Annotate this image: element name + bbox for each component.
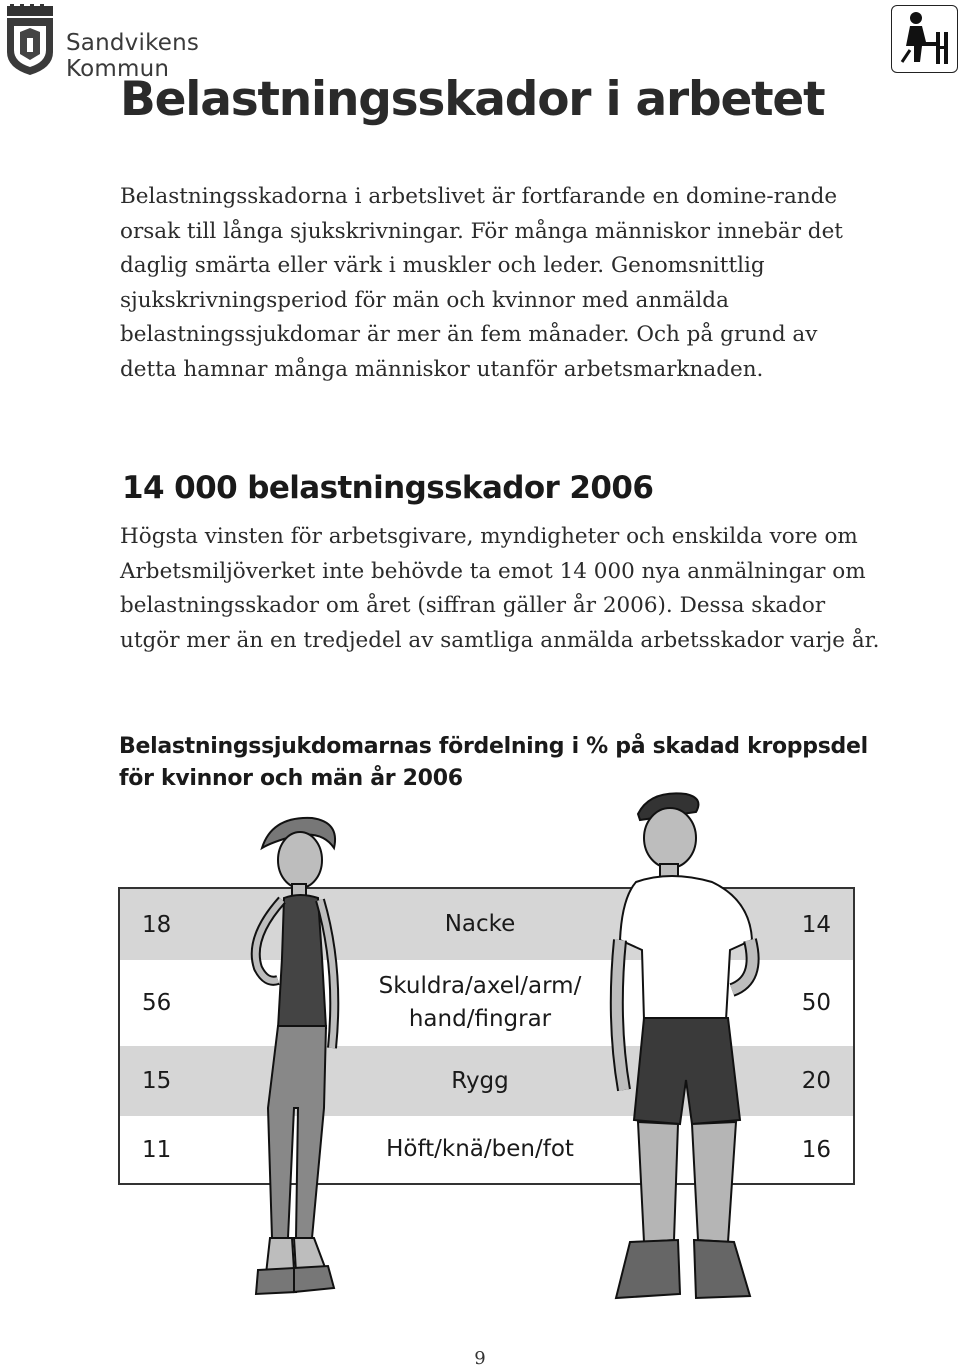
header-logo <box>4 4 304 82</box>
women-value: 18 <box>142 911 172 938</box>
body-part-label: Nacke <box>444 911 516 937</box>
men-value: 14 <box>801 911 831 938</box>
page-title: Belastningsskador i arbetet <box>120 72 825 127</box>
women-value: 15 <box>142 1068 172 1094</box>
women-value: 56 <box>142 990 172 1016</box>
body-part-label: Höft/knä/ben/fot <box>386 1136 574 1162</box>
chart-caption: Belastningssjukdomarnas fördelning i % på skadad kroppsdel för kvinnor och män år 2006 <box>119 734 868 791</box>
page-number: 9 <box>474 1348 486 1369</box>
organization-name: Sandvikens Kommun <box>66 30 200 82</box>
women-value: 11 <box>142 1136 172 1163</box>
woman-illustration <box>222 808 372 1308</box>
men-value: 16 <box>801 1136 831 1163</box>
intro-paragraph: Belastningsskadorna i arbetslivet är fortfarande en domine-rande orsak till långa sjukskrivningar. För många människor innebär det daglig smärta eller värk i muskler och leder. Genomsnittlig sjukskrivningsperiod för män och kvinnor med anmälda belastningssjukdomar är mer än fem månader. Och på grund av detta hamnar många människor utanför arbetsmarknaden. <box>120 184 843 382</box>
section-heading: 14 000 belastningsskador 2006 <box>122 470 654 506</box>
workplace-safety-icon <box>891 5 958 73</box>
men-value: 20 <box>801 1068 831 1094</box>
man-illustration <box>600 790 770 1305</box>
men-value: 50 <box>801 990 831 1016</box>
municipal-shield-icon <box>4 4 56 76</box>
body-part-label: Rygg <box>451 1067 509 1094</box>
section-paragraph: Högsta vinsten för arbetsgivare, myndigheter och enskilda vore om Arbetsmiljöverket inte behövde ta emot 14 000 nya anmälningar om belastningsskador om året (siffran gäller år 2006). Dessa skador utgör mer än en tredjedel av samtliga anmälda arbetsskador varje år. <box>120 524 880 653</box>
body-part-label: Skuldra/axel/arm/ hand/fingrar <box>378 973 582 1032</box>
